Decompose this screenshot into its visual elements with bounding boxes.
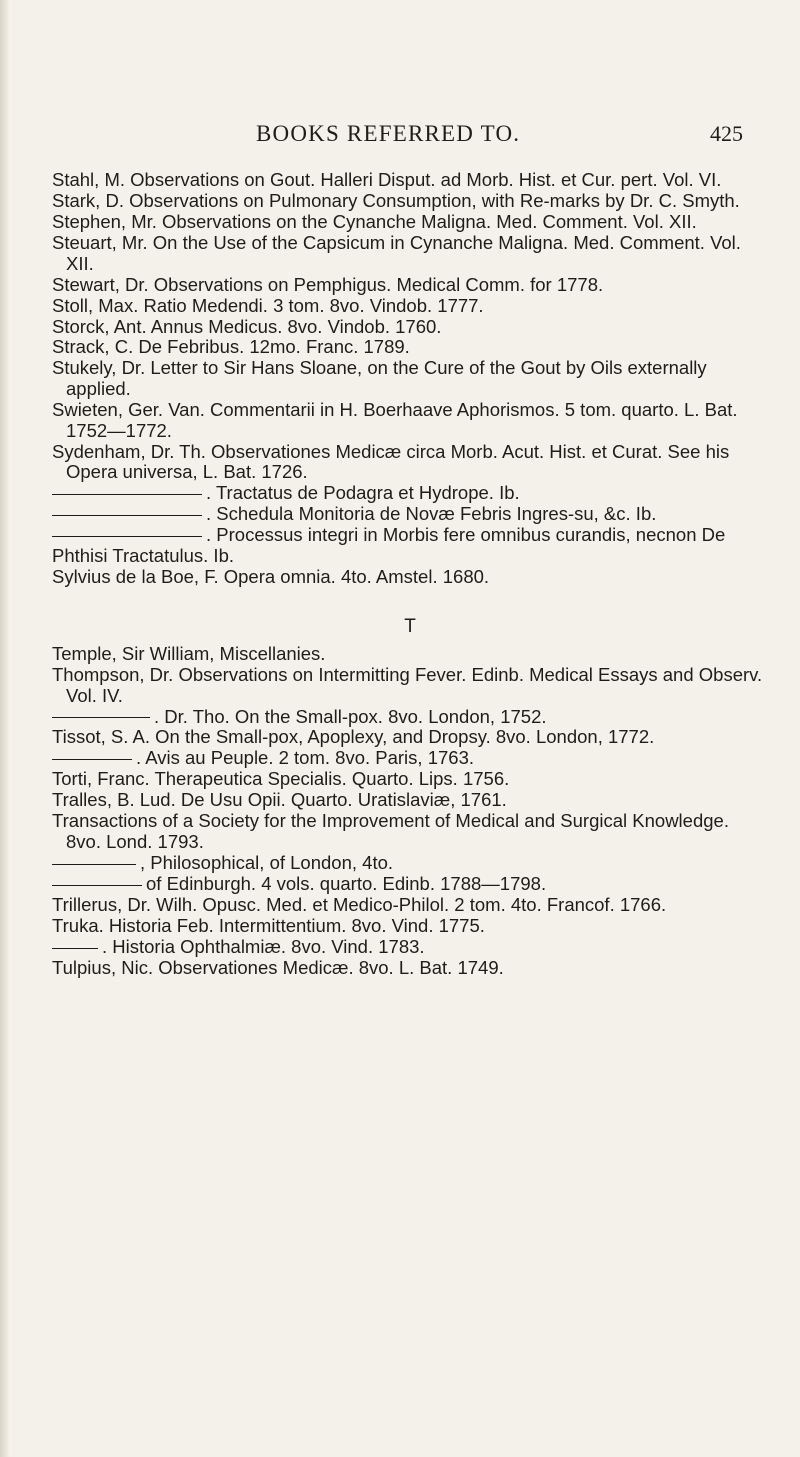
bib-entry: Transactions of a Society for the Improvement of Medical and Surgical Knowledge. 8vo. Lond. 1793. [52,810,729,853]
ditto-rule [52,948,98,949]
ditto-rule [52,515,202,516]
bib-entry: Sylvius de la Boe, F. Opera omnia. 4to. Amstel. 1680. [52,565,490,587]
bib-entry: Stark, D. Observations on Pulmonary Consumption, with Re-marks by Dr. C. Smyth. [52,189,740,211]
bib-entry-text: . Processus integri in Morbis fere omnibus curandis, necnon De Phthisi Tractatulus. Ib. [52,524,726,566]
bib-entry-continuation [52,707,768,728]
bib-entry-text: . Tractatus de Podagra et Hydrope. Ib. [206,482,520,504]
bib-entry: Stewart, Dr. Observations on Pemphigus. Medical Comm. for 1778. [52,273,604,295]
ditto-rule [52,885,142,886]
bib-entry: Stahl, M. Observations on Gout. Halleri Disput. ad Morb. Hist. et Cur. pert. Vol. VI. [52,169,722,190]
bib-entry: Torti, Franc. Therapeutica Specialis. Quarto. Lips. 1756. [52,768,510,790]
ditto-rule [52,494,202,495]
bib-entry: Tralles, B. Lud. De Usu Opii. Quarto. Uratislaviæ, 1761. [52,789,507,811]
page-gutter-shadow [0,0,10,1457]
bib-entry-continuation [52,937,768,958]
bib-entry: Trillerus, Dr. Wilh. Opusc. Med. et Medico-Philol. 2 tom. 4to. Francof. 1766. [52,893,667,915]
bib-entry: Sydenham, Dr. Th. Observationes Medicæ circa Morb. Acut. Hist. et Curat. See his Opera universa, L. Bat. 1726. [52,440,730,483]
bib-entry: Stoll, Max. Ratio Medendi. 3 tom. 8vo. Vindob. 1777. [52,294,484,316]
bib-entry-continuation [52,853,768,874]
bib-entry: Strack, C. De Febribus. 12mo. Franc. 1789. [52,336,410,358]
bib-entry: Stukely, Dr. Letter to Sir Hans Sloane, on the Cure of the Gout by Oils externally applied. [52,357,707,400]
running-head: BOOKS REFERRED TO. [256,121,521,146]
bib-entry-continuation [52,483,768,504]
page-header [0,121,800,151]
bib-entry-text: , Philosophical, of London, 4to. [140,852,394,873]
bib-entry-continuation [52,748,768,769]
bib-entry: Stephen, Mr. Observations on the Cynanche Maligna. Med. Comment. Vol. XII. [52,210,697,232]
bib-entry: Thompson, Dr. Observations on Intermitting Fever. Edinb. Medical Essays and Observ. Vol. IV. [52,663,763,706]
bib-entry-continuation [52,525,768,566]
bib-entry-text: of Edinburgh. 4 vols. quarto. Edinb. 1788—1798. [146,872,547,894]
bib-entry-continuation [52,874,768,895]
ditto-rule [52,759,132,760]
bib-entry: Tissot, S. A. On the Small-pox, Apoplexy, and Dropsy. 8vo. London, 1772. [52,726,655,748]
bib-entry: Truka. Historia Feb. Intermittentium. 8vo. Vind. 1775. [52,914,485,936]
bib-entry: Storck, Ant. Annus Medicus. 8vo. Vindob. 1760. [52,315,442,337]
bib-entry-text: . Schedula Monitoria de Novæ Febris Ingres-su, &c. Ib. [206,503,657,525]
bib-entry-continuation [52,504,768,525]
bib-entry-text: . Dr. Tho. On the Small-pox. 8vo. London, 1752. [154,705,547,727]
bib-entry: Temple, Sir William, Miscellanies. [52,642,326,664]
bib-entry-text: . Historia Ophthalmiæ. 8vo. Vind. 1783. [102,935,425,957]
bib-entry: Tulpius, Nic. Observationes Medicæ. 8vo. L. Bat. 1749. [52,956,504,978]
section-letter: T [404,616,416,638]
ditto-rule [52,536,202,537]
bib-entry: Swieten, Ger. Van. Commentarii in H. Boerhaave Aphorismos. 5 tom. quarto. L. Bat. 1752—1772. [52,399,738,441]
page-number: 425 [710,121,743,146]
ditto-rule [52,864,136,865]
bib-entry-text: . Avis au Peuple. 2 tom. 8vo. Paris, 1763. [136,747,474,769]
bib-entry: Steuart, Mr. On the Use of the Capsicum in Cynanche Maligna. Med. Comment. Vol. XII. [52,231,741,274]
bibliography-list [52,170,768,979]
ditto-rule [52,717,150,718]
